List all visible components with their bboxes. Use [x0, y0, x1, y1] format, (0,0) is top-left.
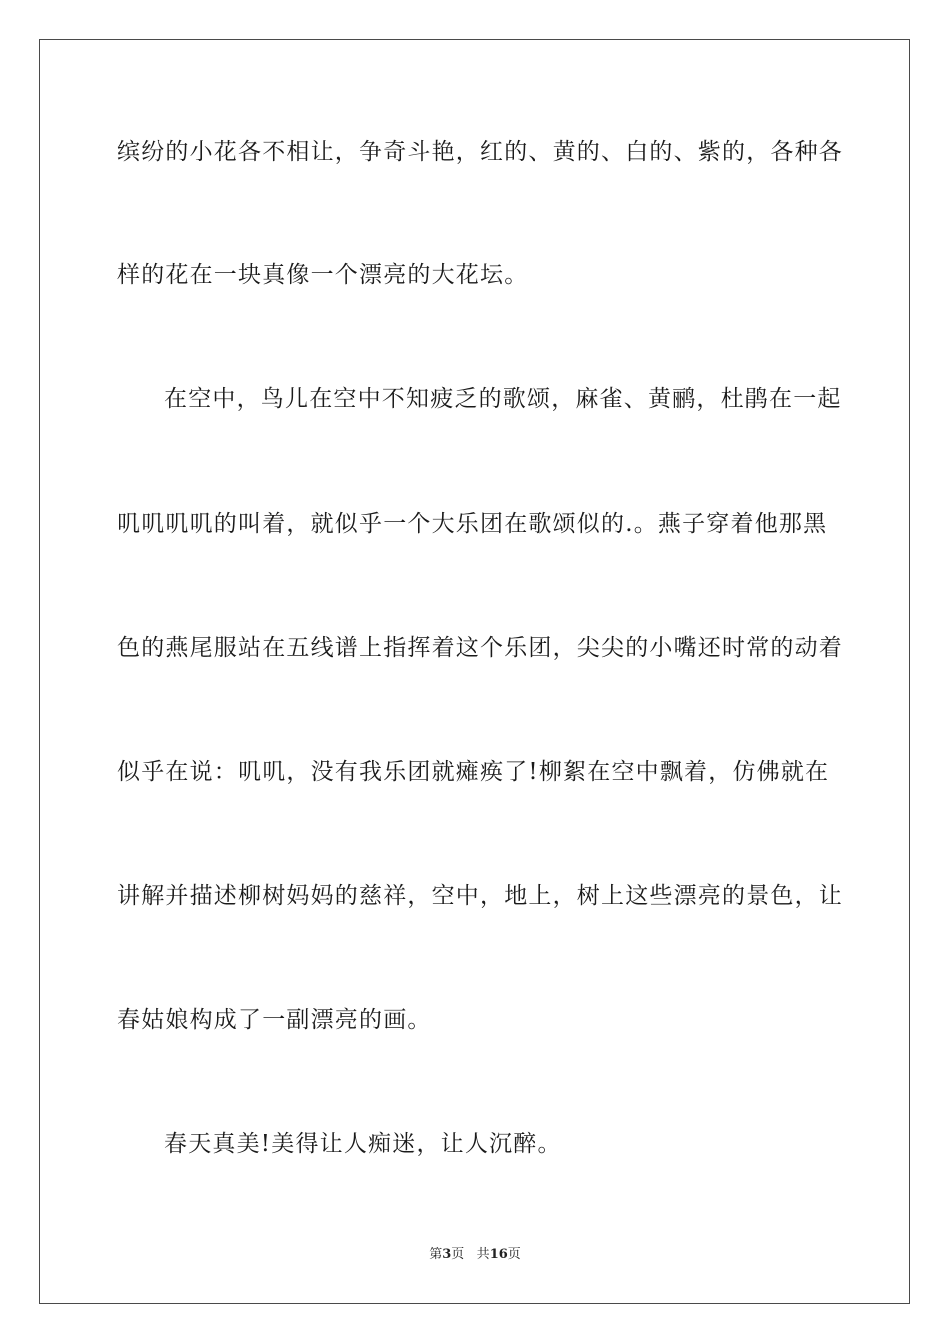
page-number: 3 [442, 1247, 452, 1262]
paragraph-line: 缤纷的小花各不相让，争奇斗艳，红的、黄的、白的、紫的，各种各 [117, 139, 843, 165]
paragraph-line: 讲解并描述柳树妈妈的慈祥，空中，地上，树上这些漂亮的景色，让 [117, 883, 843, 909]
total-prefix: 共 [476, 1247, 490, 1262]
paragraph-line: 色的燕尾服站在五线谱上指挥着这个乐团，尖尖的小嘴还时常的动着 [117, 635, 843, 661]
page-suffix: 页 [451, 1247, 465, 1262]
paragraph-line: 在空中，鸟儿在空中不知疲乏的歌颂，麻雀、黄鹂，杜鹃在一起 [164, 386, 842, 412]
page-border [39, 39, 910, 1304]
page-prefix: 第 [429, 1247, 443, 1262]
total-pages: 16 [489, 1247, 508, 1262]
page-footer [0, 1246, 950, 1264]
paragraph-line: 春姑娘构成了一副漂亮的画。 [117, 1007, 432, 1033]
total-suffix: 页 [507, 1247, 521, 1262]
paragraph-line: 似乎在说：叽叽，没有我乐团就瘫痪了!柳絮在空中飘着，仿佛就在 [117, 759, 830, 785]
paragraph-line: 叽叽叽叽的叫着，就似乎一个大乐团在歌颂似的.。燕子穿着他那黑 [117, 511, 828, 537]
paragraph-line: 春天真美!美得让人痴迷，让人沉醉。 [164, 1131, 562, 1157]
paragraph-line: 样的花在一块真像一个漂亮的大花坛。 [117, 262, 529, 288]
